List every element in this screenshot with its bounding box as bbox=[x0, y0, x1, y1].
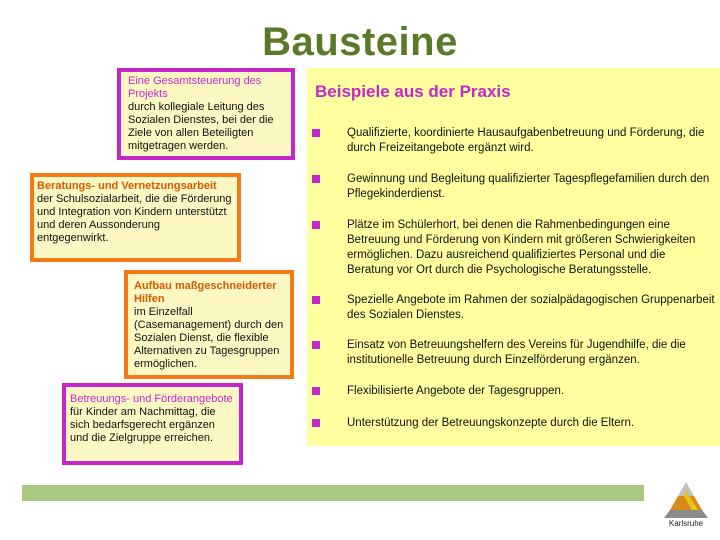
square-bullet-icon bbox=[312, 387, 320, 395]
block-heading: Beratungs- und Vernetzungsarbeit bbox=[37, 180, 217, 192]
block-heading: Eine Gesamtsteuerung des Projekts bbox=[128, 75, 262, 100]
building-block-steuerung bbox=[117, 68, 295, 160]
block-text: durch kollegiale Leitung des Sozialen Dienstes, bei der die Ziele von allen Beteiligten mitgetragen werden. bbox=[128, 101, 274, 152]
building-block-angebote bbox=[62, 383, 243, 465]
block-heading: Betreuungs- und Förderangebote bbox=[70, 393, 233, 405]
building-block-beratung bbox=[30, 173, 241, 262]
footer-bar bbox=[22, 485, 644, 501]
square-bullet-icon bbox=[312, 129, 320, 137]
square-bullet-icon bbox=[312, 296, 320, 304]
block-text: der Schulsozialarbeit, die die Förderung und Integration von Kindern unterstützt und deren Aussonderung entgegenwirkt. bbox=[37, 193, 232, 244]
square-bullet-icon bbox=[312, 341, 320, 349]
examples-panel: Beispiele aus der Praxis Qualifizierte, koordinierte Hausaufgabenbetreuung und Förderung, die durch Freizeitangebote ergänzt wird. Gewinnung und Begleitung qualifizierter Tagespflegefamilien durch den Pflegekinderdienst. Plätze im Schülerhort, bei denen die Rahmenbedingungen eine Betreuung und Förderung von Kindern mit größeren Schwierigkeiten ermöglichen. Dazu ausreichend qualifiziertes Personal und die Beratung vor Ort durch die Psychologische Beratungsstelle. Spezielle Angebote im Rahmen der sozialpädagogischen Gruppenarbeit des Sozialen Dienstes. Einsatz von Betreuungshelfern des Vereins für Jugendhilfe, die die institutionelle Betreuung durch Einzelförderung ergänzen. Flexibilisierte Angebote der Tagesgruppen. Unterstützung der Betreuungskonzepte durch die Eltern. bbox=[307, 68, 720, 446]
block-heading: Aufbau maßgeschneiderter Hilfen bbox=[134, 280, 277, 305]
karlsruhe-logo bbox=[658, 480, 714, 532]
building-block-hilfen bbox=[124, 270, 294, 379]
block-text: für Kinder am Nachmittag, die sich bedarfsgerecht ergänzen und die Zielgruppe erreichen. bbox=[70, 406, 216, 444]
karlsruhe-logo-icon bbox=[658, 480, 714, 520]
square-bullet-icon bbox=[312, 419, 320, 427]
block-text: im Einzelfall (Casemanagement) durch den Sozialen Dienst, die flexible Alternativen zu Tagesgruppen ermöglichen. bbox=[134, 306, 284, 370]
square-bullet-icon bbox=[312, 175, 320, 183]
panel-title: Beispiele aus der Praxis bbox=[315, 82, 511, 101]
logo-text: Karlsruhe bbox=[668, 519, 704, 528]
square-bullet-icon bbox=[312, 221, 320, 229]
slide-title: Bausteine bbox=[262, 20, 458, 64]
